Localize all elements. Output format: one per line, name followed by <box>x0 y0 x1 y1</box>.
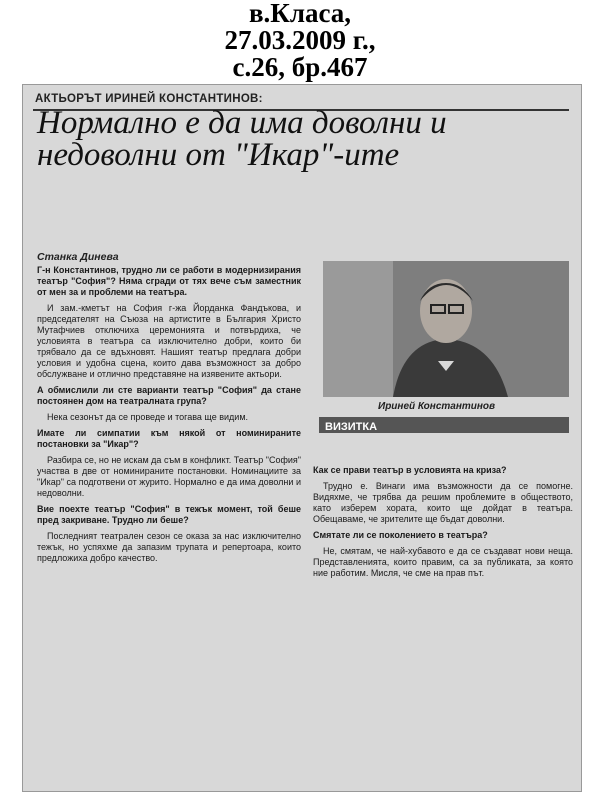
article-byline: Станка Динева <box>37 251 119 263</box>
article-column-right <box>313 465 573 785</box>
body-paragraph: Нека сезонът да се проведе и тогава ще видим. <box>47 412 249 422</box>
question-paragraph: Г-н Константинов, трудно ли се работи в модернизирания театър "София"? Няма сгради от тях вече съм заместник от мен за и проблеми на театъра. <box>37 265 301 297</box>
question-paragraph: Как се прави театър в условията на криза? <box>313 465 507 475</box>
body-paragraph: Последният театрален сезон се оказа за нас изключително тежък, но успяхме да запазим трупата и репертоара, които предложиха добро качество. <box>37 531 301 563</box>
article-column-left <box>37 265 301 785</box>
header-line-2: 27.03.2009 г., <box>224 25 376 55</box>
question-paragraph: Смятате ли се поколението в театъра? <box>313 530 488 540</box>
body-paragraph: Не, смятам, че най-хубавото е да се създават нови неща. Представленията, които правим, са за публиката, за която ние работим. Мисля, че сме на прав път. <box>313 546 573 578</box>
portrait-photo-graphic <box>323 261 569 397</box>
photo-caption: Ириней Константинов <box>378 401 496 412</box>
question-paragraph: Вие поехте театър "София" в тежък момент, той беше пред закриване. Трудно ли беше? <box>37 504 301 525</box>
body-paragraph: И зам.-кметът на София г-жа Йорданка Фандъкова, и председателят на Съюза на артистите в България Христо Мутафчиев отключиха церемонията и потвърдиха, че условията в театъра са изключително добри, които би трябвало да се вдъхновят. Нашият театър предлага добри условия и удобна сцена, които дава възможност за добро обслужване и отлично представяне на изявените актьори. <box>37 303 301 379</box>
vizitka-title: ВИЗИТКА <box>325 421 378 433</box>
newspaper-clipping <box>22 84 582 792</box>
portrait-photo <box>323 261 569 397</box>
vizitka-bar <box>319 417 569 433</box>
body-paragraph: Разбира се, но не искам да съм в конфликт. Театър "София" участва в две от номинираните постановки. Номинациите за "Икар" са подготвени от журито. Нормално е да има доволни и недоволни. <box>37 455 301 498</box>
clipping-source-header <box>70 0 530 81</box>
header-line-1: в.Класа, <box>248 0 352 28</box>
question-paragraph: А обмислили ли сте варианти театър "София" да стане постоянен дом на театралната група? <box>37 385 301 406</box>
header-line-3: с.26, бр.467 <box>232 52 368 82</box>
article-kicker: АКТЬОРЪТ ИРИНЕЙ КОНСТАНТИНОВ: <box>35 93 263 105</box>
body-paragraph: Трудно е. Винаги има възможности да се помогне. Видяхме, че трябва да решим проблемите в обществото, като изберем хората, които ще дойдат в театъра. Обещаваме, че зрителите ще бъдат доволни. <box>313 481 573 524</box>
article-headline: Нормално е да има доволни и недоволни от "Икар"-ите <box>37 105 447 173</box>
question-paragraph: Имате ли симпатии към някой от номинираните постановки за "Икар"? <box>37 428 301 449</box>
